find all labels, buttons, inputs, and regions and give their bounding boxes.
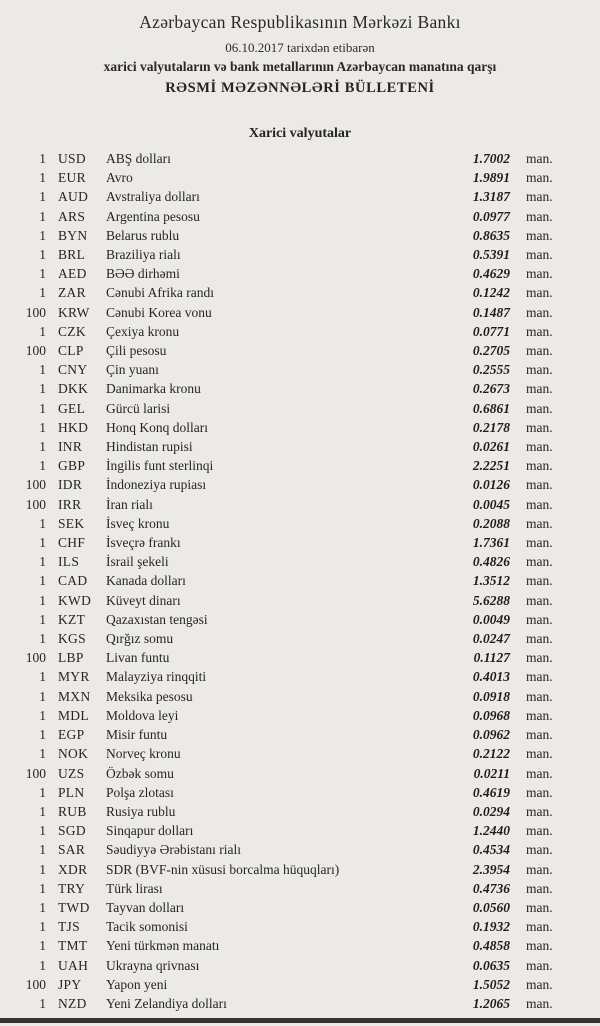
exchange-rate: 0.1932	[472, 919, 510, 935]
currency-row	[18, 610, 566, 629]
unit-label: man.	[526, 266, 553, 282]
currency-row	[18, 975, 566, 994]
currency-row	[18, 879, 566, 898]
quantity: 1	[39, 362, 46, 378]
currency-row	[18, 379, 566, 398]
currency-row	[18, 591, 566, 610]
currency-code: CNY	[58, 362, 88, 378]
quantity: 1	[39, 823, 46, 839]
quantity: 1	[39, 266, 46, 282]
currency-row	[18, 341, 566, 360]
unit-label: man.	[526, 554, 553, 570]
currency-row	[18, 264, 566, 283]
unit-label: man.	[526, 247, 553, 263]
exchange-rate: 0.0294	[472, 803, 510, 819]
exchange-rate: 0.4736	[472, 880, 510, 896]
quantity: 1	[39, 554, 46, 570]
exchange-rate: 0.0968	[472, 707, 510, 723]
unit-label: man.	[526, 765, 553, 781]
currency-name: Honq Konq dolları	[106, 419, 208, 435]
exchange-rate: 0.0261	[472, 439, 510, 455]
currency-row	[18, 149, 566, 168]
currency-row	[18, 687, 566, 706]
currency-row	[18, 667, 566, 686]
currency-row	[18, 744, 566, 763]
unit-label: man.	[526, 592, 553, 608]
document-header	[0, 0, 600, 97]
quantity: 1	[39, 323, 46, 339]
exchange-rate: 0.0247	[472, 631, 510, 647]
exchange-rate: 0.4858	[472, 938, 510, 954]
currency-name: Yeni Zelandiya dolları	[106, 995, 227, 1011]
unit-label: man.	[526, 995, 553, 1011]
exchange-rate: 0.4534	[472, 842, 510, 858]
currency-code: SEK	[58, 515, 85, 531]
exchange-rate: 0.0635	[472, 957, 510, 973]
quantity: 1	[39, 151, 46, 166]
quantity: 100	[25, 477, 46, 493]
unit-label: man.	[526, 535, 553, 551]
unit-label: man.	[526, 439, 553, 455]
currency-code: DKK	[58, 381, 89, 397]
exchange-rate: 0.4826	[472, 554, 510, 570]
quantity: 100	[25, 765, 46, 781]
currency-code: KWD	[58, 592, 92, 608]
unit-label: man.	[526, 381, 553, 397]
currency-name: Türk lirası	[106, 880, 163, 896]
currency-name: Livan funtu	[106, 650, 170, 666]
quantity: 1	[39, 803, 46, 819]
exchange-rate: 0.0211	[473, 765, 510, 781]
currency-name: Norveç kronu	[106, 746, 181, 762]
currency-code: ILS	[58, 554, 80, 570]
quantity: 1	[39, 631, 46, 647]
unit-label: man.	[526, 573, 553, 589]
currency-code: JPY	[58, 976, 82, 992]
currency-name: Avro	[106, 170, 133, 186]
exchange-rate: 0.0126	[472, 477, 510, 493]
currency-name: Argentina pesosu	[106, 208, 200, 224]
unit-label: man.	[526, 151, 553, 166]
unit-label: man.	[526, 285, 553, 301]
exchange-rate: 0.4629	[472, 266, 510, 282]
currency-row	[18, 994, 566, 1013]
exchange-rate: 1.2440	[472, 823, 510, 839]
currency-row	[18, 936, 566, 955]
exchange-rate: 0.8635	[472, 227, 510, 243]
quantity: 1	[39, 439, 46, 455]
currency-row	[18, 303, 566, 322]
currency-name: Misir funtu	[106, 727, 168, 743]
currency-name: Braziliya rialı	[106, 247, 181, 263]
currency-row	[18, 783, 566, 802]
currency-name: BƏƏ dirhəmi	[106, 266, 180, 282]
quantity: 1	[39, 842, 46, 858]
currency-row	[18, 648, 566, 667]
currency-code: UAH	[58, 957, 89, 973]
currency-name: Sinqapur dolları	[106, 823, 194, 839]
exchange-rate: 2.2251	[472, 458, 510, 474]
currency-row	[18, 475, 566, 494]
exchange-rate: 0.1487	[472, 304, 510, 320]
currency-code: HKD	[58, 419, 89, 435]
quantity: 1	[39, 957, 46, 973]
exchange-rate: 0.0045	[472, 496, 510, 512]
quantity: 1	[39, 400, 46, 416]
exchange-rate: 1.7002	[472, 151, 510, 166]
currency-table	[0, 149, 600, 1013]
quantity: 1	[39, 611, 46, 627]
currency-name: Moldova leyi	[106, 707, 179, 723]
currency-name: Rusiya rublu	[106, 803, 176, 819]
unit-label: man.	[526, 515, 553, 531]
bank-name: Azərbaycan Respublikasının Mərkəzi Bankı	[139, 12, 461, 32]
currency-code: NOK	[58, 746, 89, 762]
currency-row	[18, 322, 566, 341]
exchange-rate: 2.3954	[472, 861, 510, 877]
currency-code: PLN	[58, 784, 85, 800]
exchange-rate: 0.5391	[472, 247, 510, 263]
unit-label: man.	[526, 976, 553, 992]
quantity: 1	[39, 381, 46, 397]
currency-name: Gürcü larisi	[106, 400, 171, 416]
currency-code: EGP	[58, 727, 85, 743]
currency-name: Səudiyyə Ərəbistanı rialı	[106, 842, 241, 858]
currency-name: Danimarka kronu	[106, 381, 201, 397]
unit-label: man.	[526, 669, 553, 685]
currency-row	[18, 399, 566, 418]
exchange-rate: 0.2178	[472, 419, 510, 435]
currency-row	[18, 514, 566, 533]
exchange-rate: 0.2555	[472, 362, 510, 378]
currency-name: Çili pesosu	[106, 343, 167, 359]
quantity: 1	[39, 669, 46, 685]
currency-name: Küveyt dinarı	[106, 592, 181, 608]
quantity: 1	[39, 688, 46, 704]
currency-code: BRL	[58, 247, 86, 263]
unit-label: man.	[526, 400, 553, 416]
currency-code: AUD	[58, 189, 89, 205]
currency-row	[18, 860, 566, 879]
currency-code: MYR	[58, 669, 90, 685]
exchange-rate: 0.0771	[472, 323, 510, 339]
currency-name: Yapon yeni	[106, 976, 168, 992]
currency-row	[18, 821, 566, 840]
currency-code: EUR	[58, 170, 86, 186]
section-title-foreign-currencies: Xarici valyutalar	[248, 126, 352, 141]
bulletin-title: RƏSMİ MƏZƏNNƏLƏRİ BÜLLETENİ	[165, 80, 435, 96]
quantity: 1	[39, 727, 46, 743]
currency-code: INR	[58, 439, 83, 455]
quantity: 1	[39, 419, 46, 435]
unit-label: man.	[526, 304, 553, 320]
currency-code: BYN	[58, 227, 88, 243]
unit-label: man.	[526, 496, 553, 512]
currency-code: GEL	[58, 400, 86, 416]
unit-label: man.	[526, 477, 553, 493]
currency-name: Meksika pesosu	[106, 688, 193, 704]
quantity: 100	[25, 304, 46, 320]
quantity: 1	[39, 938, 46, 954]
currency-code: USD	[58, 151, 86, 166]
currency-row	[18, 360, 566, 379]
currency-code: CAD	[58, 573, 88, 589]
currency-name: Tayvan dolları	[106, 899, 185, 915]
currency-row	[18, 226, 566, 245]
quantity: 1	[39, 784, 46, 800]
currency-row	[18, 956, 566, 975]
currency-code: CLP	[58, 343, 84, 359]
currency-name: Qırğız somu	[106, 631, 174, 647]
quantity: 1	[39, 285, 46, 301]
quantity: 1	[39, 515, 46, 531]
currency-code: CZK	[58, 323, 86, 339]
currency-row	[18, 764, 566, 783]
unit-label: man.	[526, 938, 553, 954]
unit-label: man.	[526, 823, 553, 839]
currency-row	[18, 456, 566, 475]
currency-name: Cənubi Korea vonu	[106, 304, 212, 320]
exchange-rate: 0.0962	[472, 727, 510, 743]
currency-name: Özbək somu	[106, 765, 174, 781]
currency-row	[18, 802, 566, 821]
currency-code: KRW	[58, 304, 90, 320]
unit-label: man.	[526, 784, 553, 800]
currency-code: ZAR	[58, 285, 86, 301]
exchange-rate: 0.0918	[472, 688, 510, 704]
currency-code: KZT	[58, 611, 86, 627]
currency-row	[18, 168, 566, 187]
currency-code: TRY	[58, 880, 86, 896]
exchange-rate: 1.2065	[472, 995, 510, 1011]
currency-code: AED	[58, 266, 87, 282]
exchange-rate: 0.6861	[472, 400, 510, 416]
currency-row	[18, 552, 566, 571]
quantity: 1	[39, 573, 46, 589]
currency-code: TWD	[58, 899, 90, 915]
currency-name: İran rialı	[106, 496, 153, 512]
currency-code: IDR	[58, 477, 83, 493]
currency-name: Qazaxıstan tengəsi	[106, 611, 208, 627]
currency-code: GBP	[58, 458, 86, 474]
unit-label: man.	[526, 631, 553, 647]
currency-row	[18, 418, 566, 437]
currency-name: Avstraliya dolları	[106, 189, 200, 205]
currency-row	[18, 207, 566, 226]
scan-edge-line	[0, 1018, 600, 1023]
quantity: 1	[39, 899, 46, 915]
unit-label: man.	[526, 650, 553, 666]
currency-name: Kanada dolları	[106, 573, 186, 589]
currency-row	[18, 629, 566, 648]
quantity: 1	[39, 861, 46, 877]
unit-label: man.	[526, 919, 553, 935]
exchange-rate: 0.2705	[472, 343, 510, 359]
currency-name: İngilis funt sterlinqi	[106, 458, 214, 474]
currency-code: XDR	[58, 861, 88, 877]
currency-name: Ukrayna qrivnası	[106, 957, 200, 973]
currency-name: Çin yuanı	[106, 362, 159, 378]
currency-row	[18, 840, 566, 859]
quantity: 1	[39, 995, 46, 1011]
exchange-rate: 5.6288	[472, 592, 510, 608]
quantity: 1	[39, 189, 46, 205]
currency-row	[18, 571, 566, 590]
unit-label: man.	[526, 419, 553, 435]
unit-label: man.	[526, 458, 553, 474]
currency-code: IRR	[58, 496, 82, 512]
currency-code: NZD	[58, 995, 87, 1011]
currency-name: Çexiya kronu	[106, 323, 180, 339]
currency-code: MXN	[58, 688, 91, 704]
unit-label: man.	[526, 899, 553, 915]
exchange-rate: 0.0049	[472, 611, 510, 627]
unit-label: man.	[526, 707, 553, 723]
currency-row	[18, 245, 566, 264]
quantity: 1	[39, 227, 46, 243]
unit-label: man.	[526, 746, 553, 762]
currency-name: İndoneziya rupiası	[106, 477, 207, 493]
unit-label: man.	[526, 362, 553, 378]
currency-row	[18, 437, 566, 456]
quantity: 100	[25, 496, 46, 512]
currency-row	[18, 187, 566, 206]
currency-name: SDR (BVF-nin xüsusi borcalma hüquqları)	[106, 861, 340, 877]
effective-date: 06.10.2017 tarixdən etibarən	[225, 40, 375, 55]
currency-code: SGD	[58, 823, 86, 839]
exchange-rate: 0.2122	[472, 746, 510, 762]
currency-name: Yeni türkmən manatı	[106, 938, 220, 954]
unit-label: man.	[526, 611, 553, 627]
exchange-rate: 0.2088	[472, 515, 510, 531]
quantity: 1	[39, 707, 46, 723]
unit-label: man.	[526, 323, 553, 339]
currency-name: Hindistan rupisi	[106, 439, 193, 455]
unit-label: man.	[526, 880, 553, 896]
currency-name: Polşa zlotası	[106, 784, 174, 800]
exchange-rate: 0.0560	[472, 899, 510, 915]
quantity: 1	[39, 208, 46, 224]
currency-code: LBP	[58, 650, 84, 666]
currency-name: Malayziya rinqqiti	[106, 669, 207, 685]
unit-label: man.	[526, 842, 553, 858]
unit-label: man.	[526, 189, 553, 205]
currency-name: İsveç kronu	[106, 515, 170, 531]
quantity: 1	[39, 592, 46, 608]
currency-name: ABŞ dolları	[106, 151, 171, 166]
currency-code: KGS	[58, 631, 86, 647]
currency-row	[18, 283, 566, 302]
unit-label: man.	[526, 343, 553, 359]
exchange-rate: 1.5052	[472, 976, 510, 992]
exchange-rate: 0.0977	[472, 208, 510, 224]
quantity: 1	[39, 170, 46, 186]
currency-row	[18, 706, 566, 725]
exchange-rate: 1.3187	[472, 189, 510, 205]
currency-row	[18, 898, 566, 917]
exchange-rate: 0.2673	[472, 381, 510, 397]
quantity: 1	[39, 919, 46, 935]
currency-code: ARS	[58, 208, 86, 224]
unit-label: man.	[526, 208, 553, 224]
unit-label: man.	[526, 170, 553, 186]
quantity: 100	[25, 650, 46, 666]
currency-code: MDL	[58, 707, 89, 723]
currency-code: UZS	[58, 765, 85, 781]
quantity: 1	[39, 880, 46, 896]
exchange-rate: 1.7361	[472, 535, 510, 551]
quantity: 100	[25, 343, 46, 359]
quantity: 1	[39, 458, 46, 474]
currency-code: TJS	[58, 919, 80, 935]
unit-label: man.	[526, 803, 553, 819]
unit-label: man.	[526, 727, 553, 743]
exchange-rate: 0.1242	[472, 285, 510, 301]
currency-name: İsrail şekeli	[106, 554, 169, 570]
currency-row	[18, 917, 566, 936]
exchange-rate: 0.4013	[472, 669, 510, 685]
currency-name: Tacik somonisi	[106, 919, 188, 935]
currency-name: Belarus rublu	[106, 227, 180, 243]
currency-code: SAR	[58, 842, 86, 858]
unit-label: man.	[526, 227, 553, 243]
exchange-rate: 0.4619	[472, 784, 510, 800]
currency-name: İsveçrə frankı	[106, 535, 181, 551]
quantity: 1	[39, 247, 46, 263]
quantity: 1	[39, 746, 46, 762]
currency-row	[18, 533, 566, 552]
document-subtitle: xarici valyutaların və bank metallarının Azərbaycan manatına qarşı	[103, 59, 497, 74]
exchange-rate: 1.9891	[472, 170, 510, 186]
quantity: 1	[39, 535, 46, 551]
quantity: 100	[25, 976, 46, 992]
unit-label: man.	[526, 688, 553, 704]
currency-row	[18, 725, 566, 744]
exchange-rate: 0.1127	[473, 650, 510, 666]
unit-label: man.	[526, 861, 553, 877]
currency-row	[18, 495, 566, 514]
currency-code: TMT	[58, 938, 88, 954]
currency-code: CHF	[58, 535, 86, 551]
currency-name: Cənubi Afrika randı	[106, 285, 214, 301]
unit-label: man.	[526, 957, 553, 973]
currency-code: RUB	[58, 803, 87, 819]
exchange-rate: 1.3512	[472, 573, 510, 589]
